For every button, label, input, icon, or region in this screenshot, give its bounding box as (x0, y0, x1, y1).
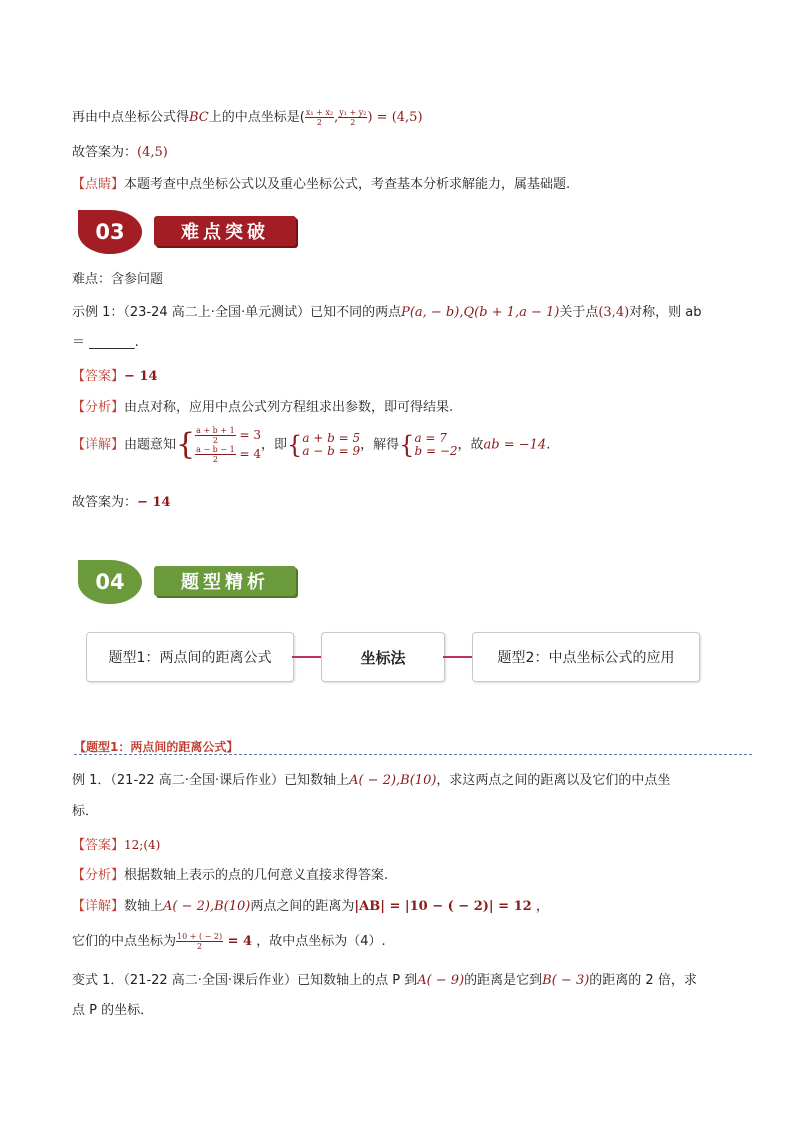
line-midpoint (72, 930, 386, 954)
text: ， (531, 899, 549, 914)
dashed-divider (74, 754, 752, 755)
math-answer: − 14 (124, 369, 158, 384)
text: 本题考查中点坐标公式以及重心坐标公式，考查基本分析求解能力，属基础题. (124, 177, 571, 192)
line-variant-1 (72, 972, 697, 990)
math-points: P(a, − b),Q(b + 1,a − 1) (401, 305, 560, 320)
line-blank (72, 334, 139, 352)
math-equation: = 4 (223, 934, 253, 949)
math-point-a: A( − 9) (417, 973, 465, 988)
text: ，求这两点之间的距离以及它们的中点坐 (436, 773, 671, 788)
equation: a + b = 5 (302, 431, 361, 445)
math-answer: − 14 (137, 495, 171, 510)
section-title: 题型精析 (181, 572, 269, 593)
text: 点 P 的坐标． (72, 1003, 154, 1018)
numerator: 10 + ( − 2) (177, 932, 223, 941)
text: 数轴上 (124, 899, 164, 914)
denominator: 2 (350, 118, 356, 127)
box-label: 题型2：中点坐标公式的应用 (497, 650, 675, 666)
tag-analysis: 【分析】 (72, 868, 125, 883)
text: ，即 (261, 437, 288, 453)
math-result: ) = (4,5) (367, 110, 423, 125)
numerator: y₁ + y₂ (339, 108, 367, 117)
numerator: a − b − 1 (196, 445, 235, 454)
answer-blank: _______ (89, 335, 135, 350)
text: ，故 (457, 437, 484, 453)
diagram-box-center (321, 632, 445, 682)
brace: { (287, 431, 303, 459)
text: 的距离的 2 倍，求 (589, 973, 697, 988)
line-example-2-cont (72, 803, 98, 821)
math-answer: 12;(4) (124, 838, 161, 852)
text: 示例 1：（23-24 高二上·全国·单元测试）已知不同的两点 (72, 305, 402, 320)
equation: a − b = 9 (302, 444, 361, 458)
text: 上的中点坐标是( (208, 110, 305, 125)
text: 它们的中点坐标为 (72, 934, 177, 949)
period: . (546, 437, 551, 453)
text: 由点对称，应用中点公式列方程组求出参数，即可得结果. (124, 400, 454, 415)
section-title: 难点突破 (181, 222, 269, 243)
equation: b = −2 (414, 444, 458, 458)
math-point: (3,4) (598, 305, 630, 320)
diagram-connector (443, 656, 472, 658)
diagram-connector (292, 656, 321, 658)
text: 故答案为： (72, 495, 138, 510)
line-example-1 (72, 304, 702, 322)
rhs: = 3 (235, 428, 262, 442)
line-example-2 (72, 772, 670, 790)
line-answer-tag (72, 368, 158, 386)
diagram-box-type2 (472, 632, 700, 682)
tag-detail: 【详解】 (72, 437, 125, 453)
text: 由题意知 (124, 437, 177, 453)
fraction (195, 426, 236, 445)
numerator: x₁ + x₂ (305, 108, 334, 117)
text: 故答案为： (72, 145, 138, 160)
math-result: ab = −14 (483, 437, 547, 453)
denominator: 2 (197, 942, 203, 951)
period: . (134, 335, 139, 350)
section-number-badge (78, 560, 142, 604)
tag-dianjing: 【点睛】 (72, 177, 125, 192)
math-point-b: B( − 3) (542, 973, 590, 988)
line-answer-2 (72, 494, 171, 512)
math-bc: BC (189, 110, 209, 125)
line-detail-2 (72, 898, 549, 916)
section-number: 03 (95, 220, 125, 244)
brace: { (399, 431, 415, 459)
fraction-y (338, 108, 367, 127)
fraction-x (305, 108, 334, 127)
denominator: 2 (212, 455, 218, 464)
line-analysis-2 (72, 867, 388, 885)
line-answer-3 (72, 836, 160, 855)
text: 根据数轴上表示的点的几何意义直接求得答案. (124, 868, 389, 883)
numerator: a + b + 1 (196, 426, 235, 435)
diagram-box-type1 (86, 632, 294, 682)
tag-answer: 【答案】 (72, 838, 125, 853)
box-label: 坐标法 (360, 648, 406, 667)
section-number-badge (78, 210, 142, 254)
text: 对称，则 ab (629, 305, 702, 320)
line-analysis (72, 399, 453, 417)
type1-heading (74, 738, 238, 755)
comma: , (334, 110, 339, 125)
line-answer-1 (72, 144, 168, 162)
text: 例 1．（21-22 高二·全国·课后作业）已知数轴上 (72, 773, 350, 788)
line-difficulty (72, 271, 163, 289)
equation-system (195, 426, 261, 464)
tag-analysis: 【分析】 (72, 400, 125, 415)
text: 变式 1．（21-22 高二·全国·课后作业）已知数轴上的点 P 到 (72, 973, 418, 988)
brace: { (176, 427, 196, 462)
text: 再由中点坐标公式得 (72, 110, 190, 125)
box-label: 题型1：两点间的距离公式 (108, 650, 272, 666)
section-title-banner (154, 216, 296, 246)
text: 两点之间的距离为 (250, 899, 355, 914)
equation-system (302, 432, 360, 458)
tag-answer: 【答案】 (72, 369, 125, 384)
denominator: 2 (316, 118, 322, 127)
section-number: 04 (95, 570, 125, 594)
heading-text: 【题型1：两点间的距离公式】 (74, 740, 239, 754)
section-title-banner (154, 566, 296, 596)
denominator: 2 (212, 436, 218, 445)
math-answer: (4,5) (137, 145, 168, 160)
text: 的距离是它到 (464, 973, 543, 988)
equation-system (414, 432, 457, 458)
equals: ＝ (72, 335, 86, 350)
line-variant-1-cont (72, 1002, 153, 1020)
rhs: = 4 (235, 447, 262, 461)
math-equation: |AB| = |10 − ( − 2)| = 12 (354, 899, 532, 914)
math-points: A( − 2),B(10) (349, 773, 437, 788)
line-detail (72, 426, 550, 464)
text: 标． (72, 804, 99, 819)
text: ，解得 (360, 437, 400, 453)
math-points: A( − 2),B(10) (163, 899, 251, 914)
text: 关于点 (559, 305, 599, 320)
tag-detail: 【详解】 (72, 899, 125, 914)
line-dianjing (72, 176, 570, 194)
text: 难点：含参问题 (72, 272, 164, 287)
fraction (176, 932, 223, 951)
line-midpoint-bc (72, 108, 423, 127)
fraction (195, 445, 236, 464)
text: ，故中点坐标为（4）. (252, 934, 386, 949)
equation: a = 7 (414, 431, 447, 445)
